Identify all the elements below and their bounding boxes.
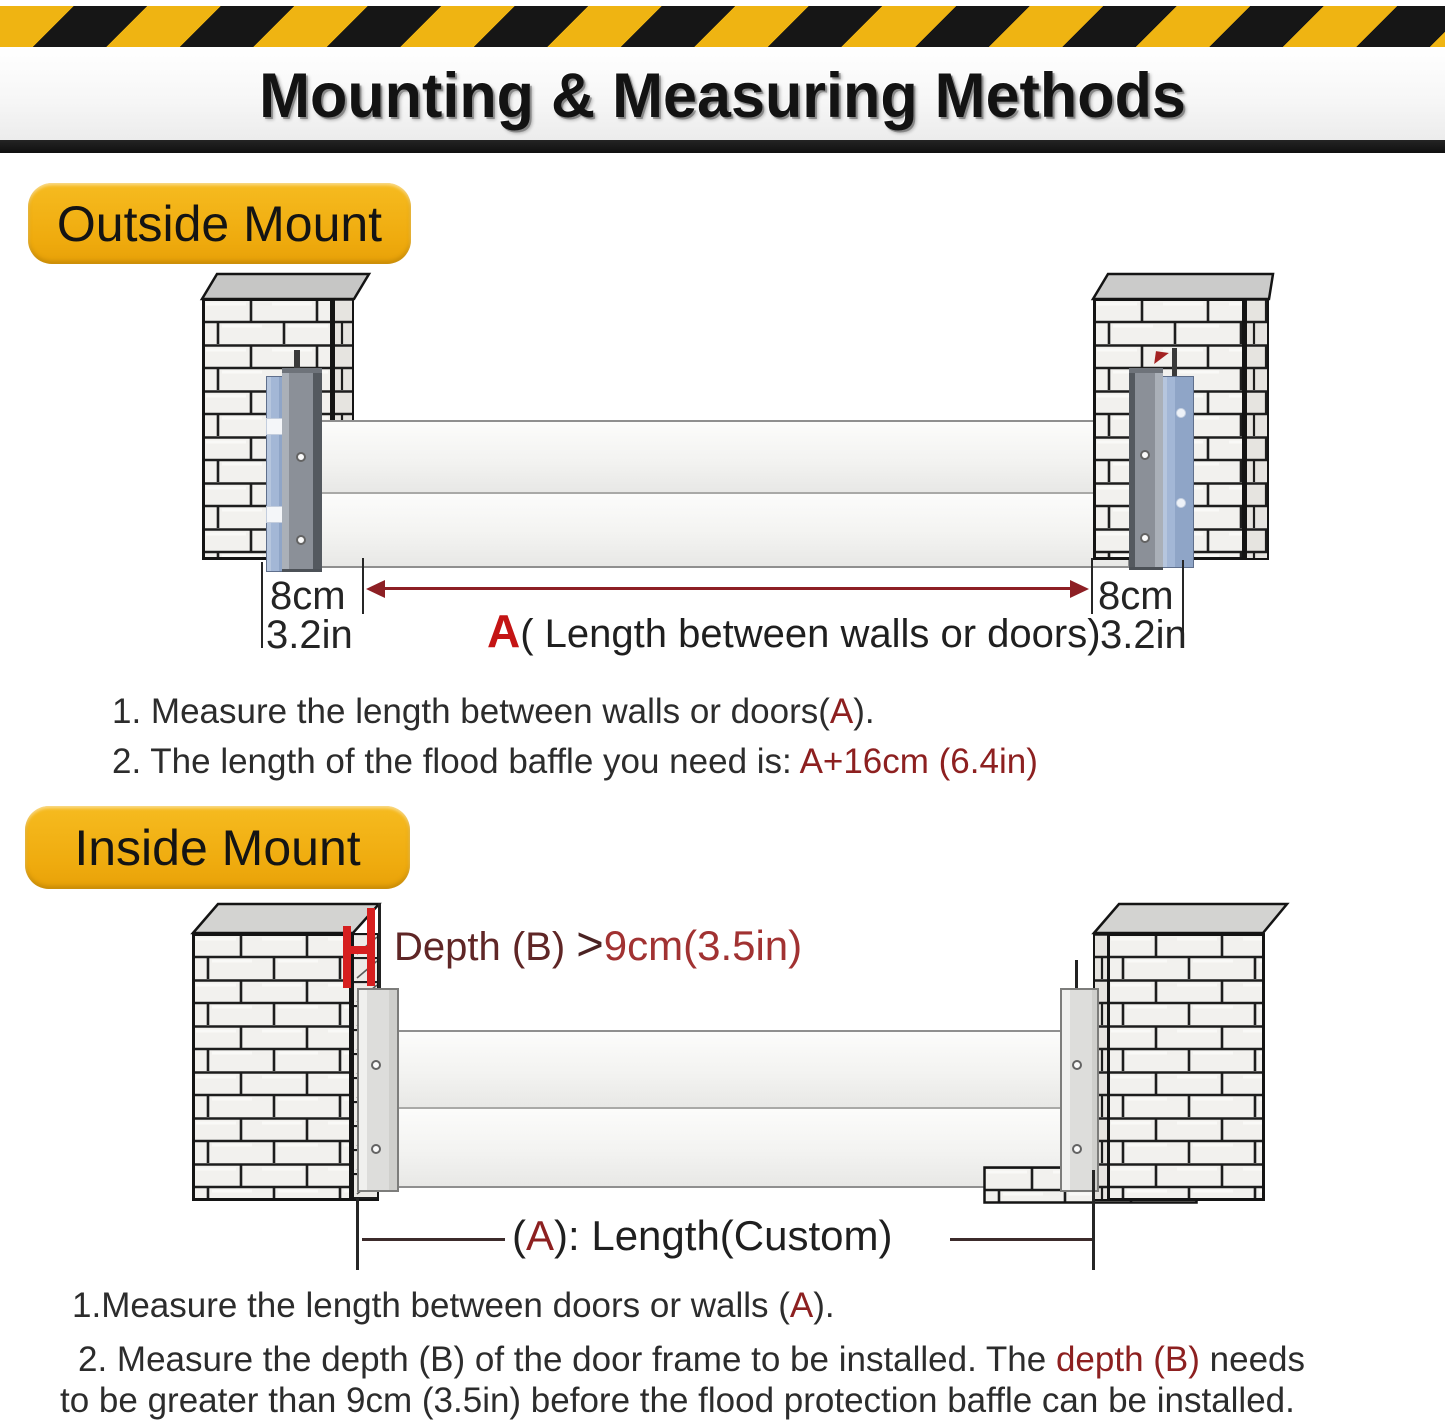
d2-right-channel-screw-bottom <box>1072 1144 1082 1154</box>
d1-barrier-panel-bottom <box>322 494 1128 566</box>
d1-length-label-rest: ( Length between walls or doors) <box>520 612 1101 656</box>
d2-depth-marker-left <box>343 926 351 988</box>
d2-flood-barrier <box>395 1030 1062 1188</box>
d1-length-arrow <box>372 587 1078 590</box>
hazard-stripe-band <box>0 6 1445 47</box>
d1-dim-left-in: 3.2in <box>266 613 353 657</box>
d1-tick-left-inner <box>362 558 364 614</box>
d2-right-pin <box>1075 960 1078 988</box>
d2-barrier-panel-top <box>397 1032 1060 1109</box>
d2-right-pillar-front <box>1107 933 1265 1201</box>
d2-tick-right <box>1092 1170 1095 1270</box>
d1-right-anchor-mark <box>1154 351 1169 366</box>
d2-depth-pin <box>378 903 381 989</box>
inside-mount-badge: Inside Mount <box>25 806 410 889</box>
outside-step-1: 1. Measure the length between walls or doors(A). <box>112 692 875 731</box>
d2-left-channel-screw-top <box>371 1060 381 1070</box>
outside-mount-badge: Outside Mount <box>28 183 411 264</box>
d1-right-clip-bottom <box>1176 498 1186 508</box>
d1-arrowhead-right <box>1070 580 1089 598</box>
d2-right-pillar-top <box>1091 901 1292 936</box>
d1-dim-left-cm: 8cm <box>270 574 346 618</box>
d1-right-pillar-top <box>1089 272 1277 301</box>
d2-measure-line-left <box>362 1238 505 1241</box>
title-underbar <box>0 140 1445 153</box>
d1-right-bracket-screw-bottom <box>1140 533 1150 543</box>
d1-tick-left-outer <box>261 562 263 648</box>
inside-step-2-line1: 2. Measure the depth (B) of the door frame to be installed. The depth (B) needs <box>78 1340 1306 1379</box>
d2-length-label: (A): Length(Custom) <box>512 1212 893 1259</box>
inside-step-2-line2: to be greater than 9cm (3.5in) before the flood protection baffle can be installed. <box>60 1381 1295 1420</box>
d1-right-bracket-screw-top <box>1140 450 1150 460</box>
d2-tick-left <box>356 1198 359 1270</box>
d2-measure-line-right <box>950 1238 1092 1241</box>
d1-flood-barrier <box>320 420 1130 568</box>
d2-left-channel <box>357 988 399 1192</box>
d1-dim-right-cm: 8cm <box>1098 574 1174 618</box>
d1-left-bracket-screw-bottom <box>296 535 306 545</box>
d1-left-pillar-top <box>198 272 374 301</box>
d1-left-clip-bottom <box>266 506 283 523</box>
d2-left-pillar-front <box>192 933 352 1201</box>
d2-barrier-panel-bottom <box>397 1109 1060 1186</box>
outside-step-2: 2. The length of the flood baffle you need is: A+16cm (6.4in) <box>112 742 1038 781</box>
d2-left-channel-screw-bottom <box>371 1144 381 1154</box>
d1-arrowhead-left <box>366 580 385 598</box>
d1-length-label-a: A <box>487 605 521 657</box>
d1-left-bracket-screw-top <box>296 452 306 462</box>
d2-right-channel <box>1060 988 1099 1192</box>
d1-right-anchor-pin <box>1172 348 1177 376</box>
d2-depth-marker-rung <box>343 946 375 954</box>
d1-barrier-panel-top <box>322 422 1128 494</box>
d1-length-label <box>487 604 1101 658</box>
page-title: Mounting & Measuring Methods <box>259 61 1186 131</box>
d2-right-channel-screw-top <box>1072 1060 1082 1070</box>
d1-dim-right-in: 3.2in <box>1100 613 1187 657</box>
d1-right-pillar-side <box>1245 298 1269 560</box>
d2-left-pillar-top <box>190 901 385 936</box>
d2-depth-label: Depth (B) >9cm(3.5in) <box>394 917 803 970</box>
inside-step-1: 1.Measure the length between doors or walls (A). <box>72 1286 835 1325</box>
d1-right-clip-top <box>1176 408 1186 418</box>
d1-right-seal-strip <box>1162 376 1194 568</box>
d1-left-clip-top <box>266 418 283 435</box>
